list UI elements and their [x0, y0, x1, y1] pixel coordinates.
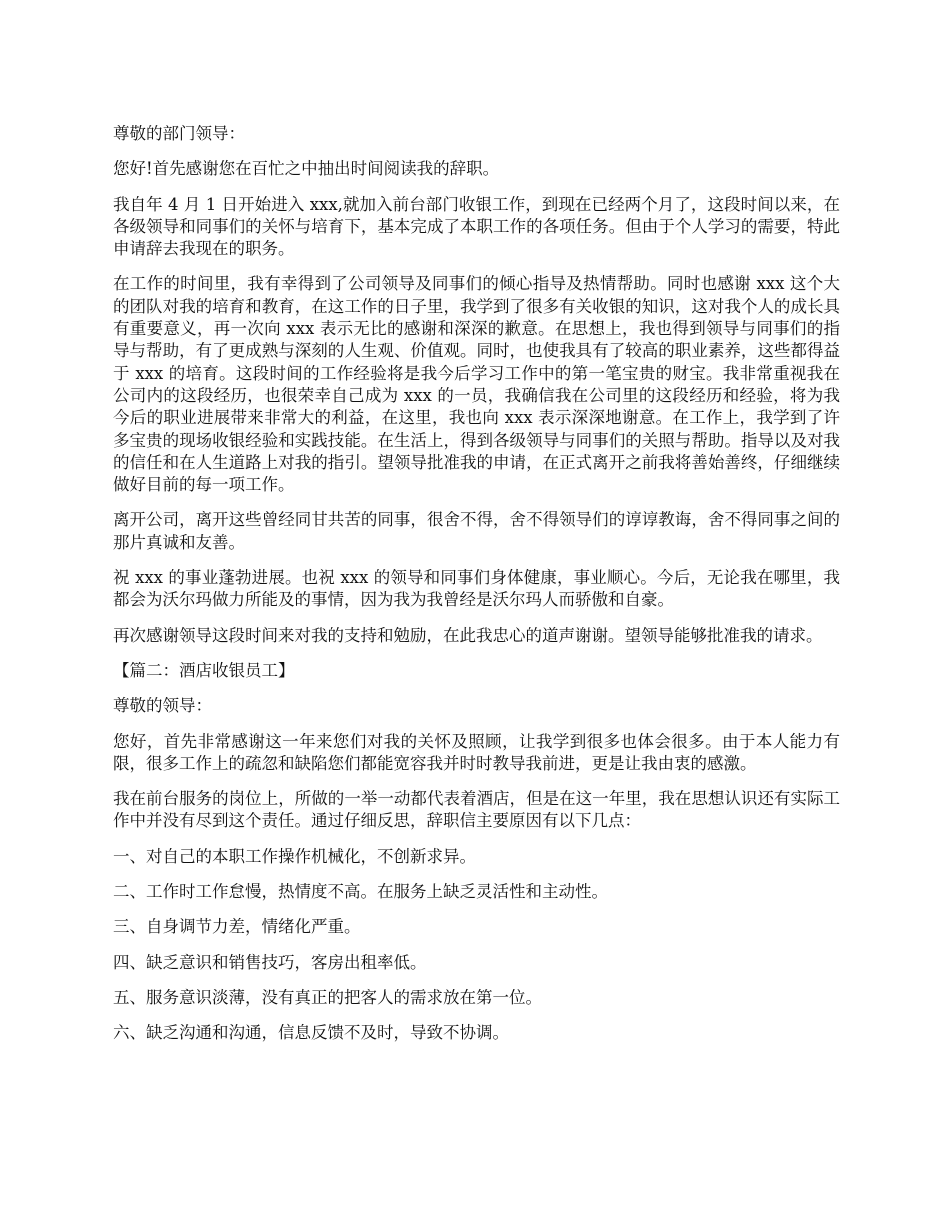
list-item: 一、对自己的本职工作操作机械化，不创新求异。	[113, 846, 476, 866]
greeting: 尊敬的部门领导：	[113, 124, 245, 143]
closing-paragraph: 再次感谢领导这段时间来对我的支持和勉励，在此我忠心的道声谢谢。望领导能够批准我的请求。	[113, 625, 823, 645]
list-item: 五、服务意识淡薄，没有真正的把客人的需求放在第一位。	[113, 987, 542, 1007]
body-paragraph: 在工作的时间里，我有幸得到了公司领导及同事们的倾心指导及热情帮助。同时也感谢 xxx 这个大的团队对我的培育和教育，在这工作的日子里，我学到了很多有关收银的知识，这对我个人的成长具有重要意义，再一次向 xxx 表示无比的感谢和深深的歉意。在思想上，我也得到领导与同事们的指导与帮助，有了更成熟与深刻的人生观、价值观。同时，也使我具有了较高的职业素养，这些都得益于 xxx 的培育。这段时间的工作经验将是我今后学习工作中的第一笔宝贵的财宝。我非常重视我在公司内的这段经历，也很荣幸自己成为 xxx 的一员，我确信我在公司里的这段经历和经验，将为我今后的职业进展带来非常大的利益，在这里，我也向 xxx 表示深深地谢意。在工作上，我学到了许多宝贵的现场收银经验和实践技能。在生活上，得到各级领导与同事们的关照与帮助。指导以及对我的信任和在人生道路上对我的指引。望领导批准我的申请，在正式离开之前我将善始善终，仔细继续做好目前的每一项工作。	[113, 274, 840, 495]
section-heading: 【篇二：酒店收银员工】	[113, 660, 295, 680]
list-item: 三、自身调节力差，情绪化严重。	[113, 917, 361, 937]
list-item: 六、缺乏沟通和沟通，信息反馈不及时，导致不协调。	[113, 1023, 509, 1043]
list-item: 二、工作时工作怠慢，热情度不高。在服务上缺乏灵活性和主动性。	[113, 882, 608, 902]
opening-line: 您好!首先感谢您在百忙之中抽出时间阅读我的辞职。	[113, 159, 500, 179]
body-paragraph: 我自年 4 月 1 日开始进入 xxx,就加入前台部门收银工作，到现在已经两个月了，这段时间以来，在各级领导和同事们的关怀与培育下，基本完成了本职工作的各项任务。但由于个人学习的需要，特此申请辞去我现在的职务。	[113, 194, 840, 259]
body-paragraph: 离开公司，离开这些曾经同甘共苦的同事，很舍不得，舍不得领导们的谆谆教诲，舍不得同事之间的那片真诚和友善。	[113, 510, 840, 552]
body-paragraph: 祝 xxx 的事业蓬勃进展。也祝 xxx 的领导和同事们身体健康，事业顺心。今后，无论我在哪里，我都会为沃尔玛做力所能及的事情，因为我为我曾经是沃尔玛人而骄傲和自豪。	[113, 568, 840, 610]
body-paragraph: 您好，首先非常感谢这一年来您们对我的关怀及照顾，让我学到很多也体会很多。由于本人能力有限，很多工作上的疏忽和缺陷您们都能宽容我并时时教导我前进，更是让我由衷的感激。	[113, 731, 840, 773]
greeting: 尊敬的领导：	[113, 696, 212, 716]
document-page	[113, 123, 840, 1058]
body-paragraph: 我在前台服务的岗位上，所做的一举一动都代表着酒店，但是在这一年里，我在思想认识还有实际工作中并没有尽到这个责任。通过仔细反思，辞职信主要原因有以下几点：	[113, 789, 840, 831]
list-item: 四、缺乏意识和销售技巧，客房出租率低。	[113, 952, 427, 972]
